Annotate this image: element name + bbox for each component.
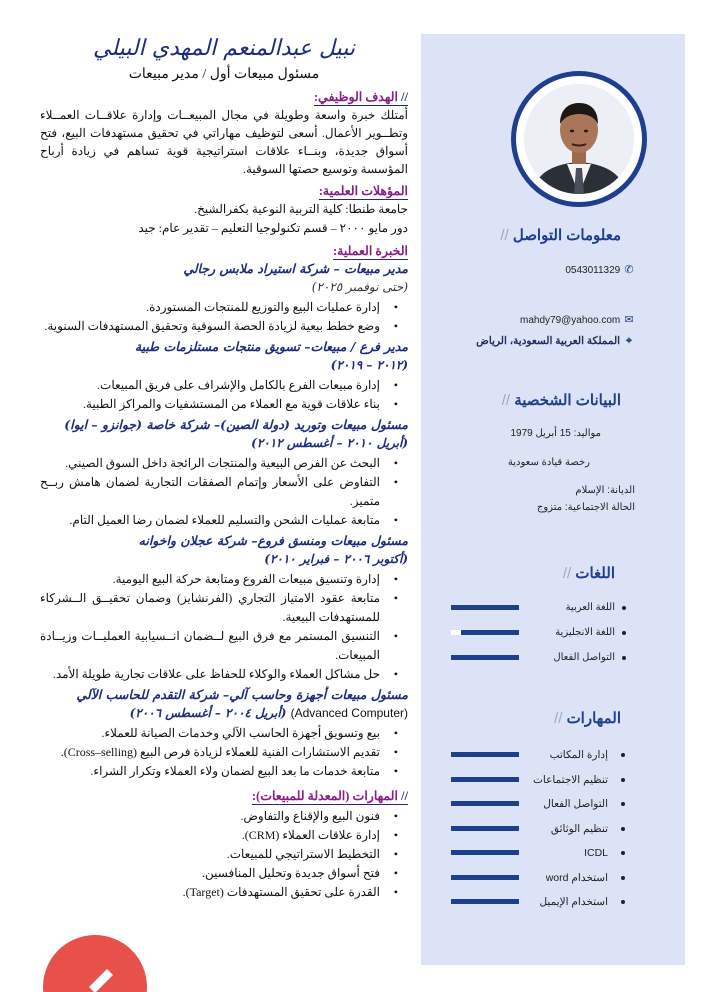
skill-bullet	[621, 827, 625, 831]
phone-icon: ✆	[624, 264, 634, 276]
job-duties	[40, 298, 408, 336]
job-date-en: (Advanced Computer)	[290, 706, 408, 720]
language-level-gap	[451, 630, 461, 635]
job-duty: • التفاوض على الأسعار وإتمام الصفقات التجارية لضمان هامش ربــح متميز.	[40, 473, 408, 511]
skill-bullet	[621, 876, 625, 880]
contact-heading-text: معلومات التواصل	[512, 227, 621, 244]
marital-status: الحالة الاجتماعية: متزوج	[536, 502, 635, 513]
envelope-icon: ✉	[624, 314, 634, 326]
languages-heading-text: اللغات	[575, 565, 615, 582]
languages-heading	[563, 564, 615, 584]
skill-label: ICDL	[584, 847, 608, 859]
skill-level-bar	[451, 875, 519, 880]
job-duty: • إدارة عمليات البيع والتوزيع للمنتجات المستوردة.	[40, 298, 408, 317]
skill-label: إدارة المكاتب	[549, 749, 608, 761]
job-date-range: (أبريل ٢٠٠٤ – أغسطس ٢٠٠٦)	[129, 706, 287, 720]
resume-sidebar	[421, 34, 685, 965]
sales-skill: • التخطيط الاستراتيجي للمبيعات.	[40, 845, 408, 864]
job-date: (أكتوبر ٢٠٠٦ – فبراير ٢٠١٠)	[264, 552, 408, 566]
candidate-title: مسئول مبيعات أول / مدير مبيعات	[128, 67, 320, 82]
skill-label: استخدام word	[545, 871, 608, 884]
job-title: مسئول مبيعات ومنسق فروع– شركة عجلان واخوانه	[138, 533, 408, 548]
job-duty: • إدارة مبيعات الفرع بالكامل والإشراف على فريق المبيعات.	[40, 376, 408, 395]
personal-heading	[502, 391, 621, 411]
job-duties	[40, 376, 408, 414]
heading-slash: //	[501, 392, 511, 409]
language-bullet	[622, 606, 626, 610]
sales-skills-list	[40, 807, 408, 902]
email-address: mahdy79@yahoo.com	[520, 315, 621, 326]
heading-slash: //	[554, 710, 563, 727]
profile-photo-frame	[511, 71, 647, 207]
heading-slash: //	[401, 789, 408, 803]
job-duty: • وضع خطط بيعية لزيادة الحصة السوقية وتحقيق المستهدفات السنوية.	[40, 317, 408, 336]
skill-bullet	[621, 802, 625, 806]
job-title: مسئول مبيعات أجهزة وحاسب آلي– شركة التقدم للحاسب الآلي	[76, 687, 408, 702]
job-duties	[40, 724, 408, 781]
job-entry	[40, 260, 408, 336]
religion: الديانة: الإسلام	[575, 485, 635, 496]
job-date: (حتى نوفمبر ٢٠٢٥)	[311, 280, 408, 294]
skill-level-bar	[451, 826, 519, 831]
education-section	[40, 178, 408, 238]
skill-level-bar	[451, 801, 519, 806]
sales-skill: • فنون البيع والإقناع والتفاوض.	[40, 807, 408, 826]
sales-skill: • القدرة على تحقيق المستهدفات (Target).	[40, 883, 408, 902]
job-duty: • بناء علاقات قوية مع العملاء من المستشفيات والمراكز الطبية.	[40, 395, 408, 414]
sales-skills-section	[40, 783, 408, 902]
skill-level-bar	[451, 752, 519, 757]
experience-section	[40, 238, 408, 781]
job-title: مدير مبيعات – شركة استيراد ملابس رجالي	[183, 261, 408, 276]
objective-text: أمتلك خبرة واسعة وطويلة في مجال المبيعــات وإدارة علاقــات العمــلاء وتطــوير الأعمال. أسعى لتوظيف مهاراتي في تحقيق مستهدفات البيع، فتح أسواق جديدة، وبنــاء علاقات استراتيجية قوية تساهم في زيادة أرباح المؤسسة وتوسيع حصتها السوقية.	[40, 108, 408, 176]
language-label: اللغة الانجليزية	[555, 627, 615, 638]
skills-heading	[554, 709, 621, 729]
job-duty: • التنسيق المستمر مع فرق البيع لــضمان انــسيابية العمليــات وزيــادة المبيعات.	[40, 627, 408, 665]
language-bullet	[622, 656, 626, 660]
education-heading: المؤهلات العلمية:	[318, 184, 408, 198]
heading-slash: //	[500, 227, 509, 244]
candidate-name: نبيل عبدالمنعم المهدي البيلي	[93, 36, 355, 61]
language-level-bar	[451, 605, 519, 610]
experience-heading: الخبرة العملية:	[332, 244, 408, 258]
edit-button[interactable]	[43, 935, 147, 992]
person-portrait-icon	[524, 84, 634, 194]
job-date	[40, 704, 408, 722]
heading-slash: //	[401, 90, 408, 104]
education-line: جامعة طنطا: كلية التربية النوعية بكفرالشيخ.	[194, 202, 408, 216]
job-duty: • متابعة عمليات الشحن والتسليم للعملاء لضمان رضا العميل التام.	[40, 511, 408, 530]
heading-slash: //	[562, 565, 572, 582]
pencil-icon	[43, 935, 147, 992]
job-date: (٢٠١٢ – ٢٠١٩)	[330, 358, 408, 372]
location-text: المملكة العربية السعودية، الرياض	[476, 335, 621, 347]
language-level-bar	[451, 630, 519, 635]
contact-phone[interactable]	[565, 263, 635, 278]
profile-photo	[524, 84, 634, 194]
map-pin-icon: ⌖	[625, 335, 633, 347]
education-line: دور مايو ٢٠٠٠ – قسم تكنولوجيا التعليم – تقدير عام: جيد	[138, 221, 408, 235]
job-duties	[40, 454, 408, 530]
job-duty: • تقديم الاستشارات الفنية للعملاء لزيادة فرص البيع (Cross–selling).	[40, 743, 408, 762]
contact-heading	[500, 226, 621, 246]
language-bullet	[622, 631, 626, 635]
skill-bullet	[621, 753, 625, 757]
skill-label: استخدام الإيميل	[539, 896, 608, 908]
personal-heading-text: البيانات الشخصية	[514, 392, 621, 409]
job-duty: • متابعة عقود الامتياز التجاري (الفرنشايز) وضمان تحقيــق الــشركاء للمستهدفات البيعية.	[40, 589, 408, 627]
job-entry	[40, 686, 408, 781]
language-label: التواصل الفعال	[553, 652, 615, 663]
job-duty: • حل مشاكل العملاء والوكلاء للحفاظ على علاقات تجارية طويلة الأمد.	[40, 665, 408, 684]
sales-skills-heading-text: المهارات (المعدلة للمبيعات):	[251, 789, 398, 803]
job-duty: • متابعة خدمات ما بعد البيع لضمان ولاء العملاء وتكرار الشراء.	[40, 762, 408, 781]
sales-skill: • فتح أسواق جديدة وتحليل المنافسين.	[40, 864, 408, 883]
job-duty: • بيع وتسويق أجهزة الحاسب الآلي وخدمات الصيانة للعملاء.	[40, 724, 408, 743]
sales-skill: • إدارة علاقات العملاء (CRM).	[40, 826, 408, 845]
phone-number: 0543011329	[565, 265, 621, 276]
skills-heading-text: المهارات	[566, 710, 621, 727]
objective-heading-text: الهدف الوظيفي:	[313, 90, 398, 104]
job-duty: • إدارة وتنسيق مبيعات الفروع ومتابعة حركة البيع اليومية.	[40, 570, 408, 589]
resume-main-column	[40, 34, 408, 984]
skill-bullet	[621, 778, 625, 782]
job-duty: • البحث عن الفرص البيعية والمنتجات الرائجة داخل السوق الصيني.	[40, 454, 408, 473]
job-entry	[40, 338, 408, 414]
skill-level-bar	[451, 777, 519, 782]
job-title: مسئول مبيعات وتوريد (دولة الصين)– شركة خاصة (جوانزو – ايوا)	[64, 417, 408, 432]
sales-skills-heading	[252, 788, 408, 805]
language-label: اللغة العربية	[565, 602, 615, 613]
job-entry	[40, 532, 408, 684]
skill-label: تنظيم الاجتماعات	[533, 773, 608, 786]
skill-bullet	[621, 900, 625, 904]
job-duties	[40, 570, 408, 684]
objective-section	[40, 84, 408, 178]
skill-level-bar	[451, 899, 519, 904]
objective-heading	[314, 89, 408, 106]
contact-location	[476, 334, 635, 348]
job-entry	[40, 416, 408, 530]
skill-label: تنظيم الوثائق	[550, 822, 608, 835]
skill-level-bar	[451, 850, 519, 855]
job-title: مدير فرع / مبيعات– تسويق منتجات مستلزمات طبية	[134, 339, 408, 354]
skill-bullet	[621, 851, 625, 855]
contact-email[interactable]	[520, 313, 635, 328]
job-date: (أبريل ٢٠١٠ – أغسطس ٢٠١٢)	[251, 436, 408, 450]
birth-date: مواليد: 15 أبريل 1979	[510, 428, 601, 439]
driving-license: رخصة قيادة سعودية	[507, 457, 590, 468]
skill-label: التواصل الفعال	[543, 798, 608, 810]
language-level-bar	[451, 655, 519, 660]
